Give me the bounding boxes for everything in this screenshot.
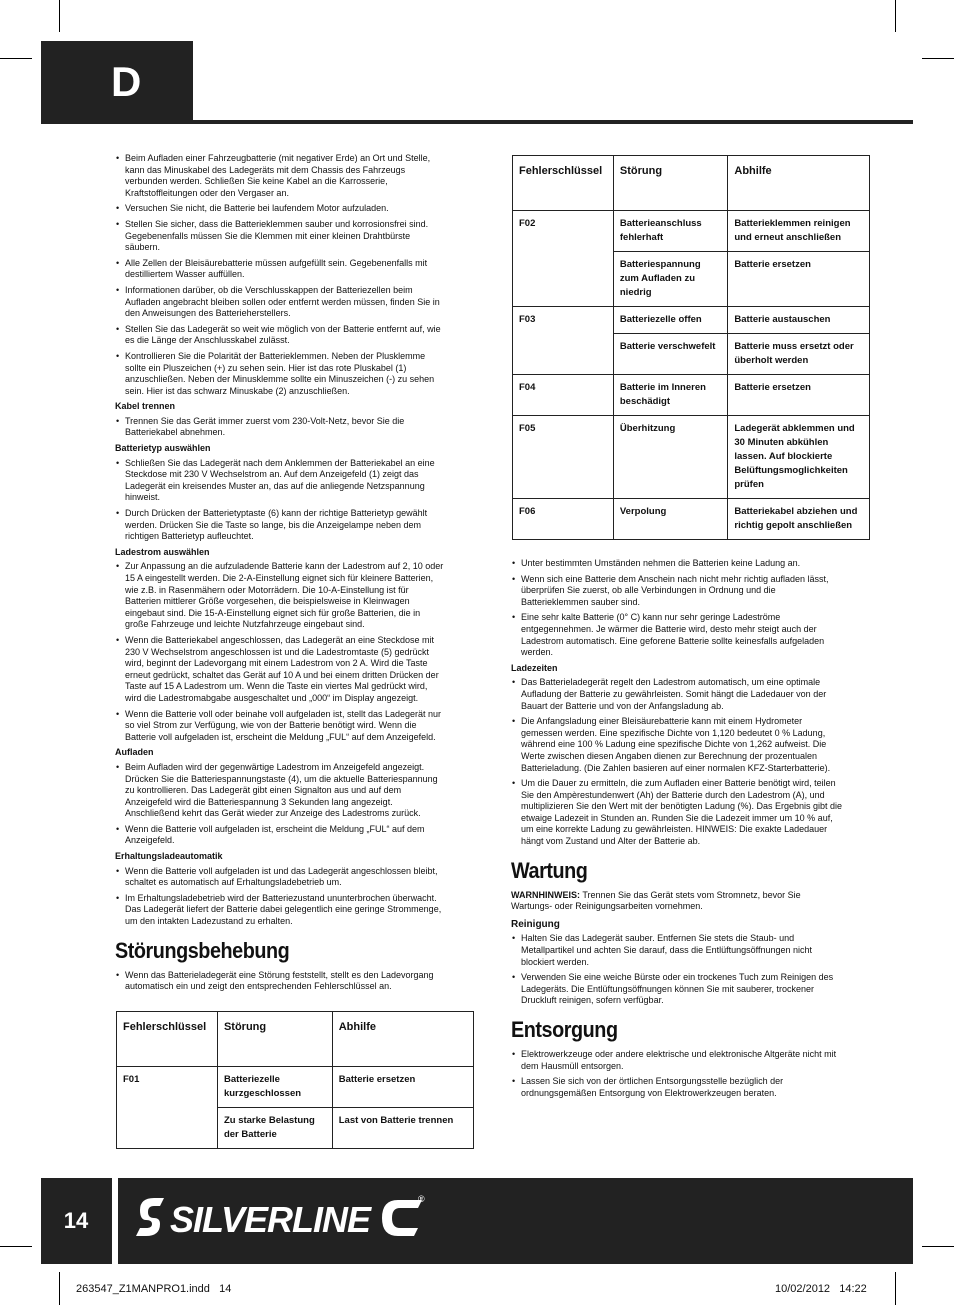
list-item: • Beim Aufladen wird der gegenwärtige Ladestrom im Anzeigefeld angezeigt. Drücken Sie die Batteriespannungstaste (4), um die aktuelle Batteriespannung zu kontrollieren. Das Ladegerät gibt einen Signalton aus und auf dem Anzeigefeld wird die Batteriespannung 3 Sekunden lang angezeigt. Anschließend kehrt das Gerät wieder zur Anzeige des Ladestroms zurück. xyxy=(115,762,445,820)
right-column xyxy=(511,558,843,1103)
fault-cell: Batterie verschwefelt xyxy=(613,334,728,375)
list-item: • Eine sehr kalte Batterie (0° C) kann nur sehr geringe Ladeströme entgegennehmen. Je wärmer die Batterie wird, desto mehr steigt auch der Ladestrom automatisch. Eine geforene Batterie sollte keinesfalls aufgeladen werden. xyxy=(511,612,843,658)
warning-label: WARNHINWEIS: xyxy=(511,889,580,900)
strom-list xyxy=(115,561,445,743)
fix-cell: Batterie ersetzen xyxy=(728,252,870,307)
silverline-logo xyxy=(130,1190,430,1250)
language-tab: D xyxy=(41,41,193,123)
table-row xyxy=(513,307,870,334)
list-item: • Wenn das Batterieladegerät eine Störung feststellt, stellt es den Ladevorgang automatisch ein und zeigt den entsprechenden Fehlerschlüssel an. xyxy=(115,970,445,993)
aufladen-heading: Aufladen xyxy=(115,747,154,758)
erhaltung-heading: Erhaltungsladeautomatik xyxy=(115,851,223,862)
ladezeiten-heading: Ladezeiten xyxy=(511,662,558,673)
list-item: • Informationen darüber, ob die Verschlusskappen der Batteriezellen beim Aufladen angebracht bleiben sollen oder entfernt werden müssen, finden Sie in den Anweisungen des Batterieherstellers. xyxy=(115,285,445,320)
fix-cell: Batteriekabel abziehen und richtig gepolt anschließen xyxy=(728,499,870,540)
list-item: • Wenn die Batterie voll aufgeladen ist und das Ladegerät angeschlossen bleibt, schaltet es automatisch auf Erhaltungsladebetrieb um. xyxy=(115,866,445,889)
warning-note xyxy=(511,890,843,913)
error-code: F02 xyxy=(513,211,614,307)
wartung-heading: Wartung xyxy=(511,857,588,883)
list-item: • Durch Drücken der Batterietyptaste (6) kann der richtige Batterietyp gewählt werden. Drücken Sie die Taste so lange, bis die Anzeigelampe neben dem richtigen Batterietyp aufleuchtet. xyxy=(115,508,445,543)
list-item: • Halten Sie das Ladegerät sauber. Entfernen Sie stets die Staub- und Metallpartikel und achten Sie darauf, dass die Entlüftungsöffnungen nicht blockiert werden. xyxy=(511,933,843,968)
list-item: • Wenn sich eine Batterie dem Anschein nach nicht mehr richtig aufladen lässt, überprüfen Sie zuerst, ob alle Verbindungen in Ordnung und die Batterieklemmen sauber sind. xyxy=(511,574,843,609)
table-row xyxy=(513,375,870,416)
registered-mark: ® xyxy=(418,1194,425,1204)
list-item: • Kontrollieren Sie die Polarität der Batterieklemmen. Neben der Plusklemme sollte ein Pluszeichen (+) zu sehen sein. Hier ist das rote Pluskabel (1) anzuschließen. Neben der Minusklemme sollte ein Minuszeichen (-) zu sehen sein. Hier ist das schwarz Minuskabe (2) anzuschließen. xyxy=(115,351,445,397)
list-item: • Versuchen Sie nicht, die Batterie bei laufendem Motor aufzuladen. xyxy=(115,203,445,215)
crop-mark xyxy=(895,0,896,32)
error-code: F03 xyxy=(513,307,614,375)
fault-cell: Batteriezelle offen xyxy=(613,307,728,334)
fix-cell: Batterieklemmen reinigen und erneut anschließen xyxy=(728,211,870,252)
intro-list xyxy=(115,153,445,397)
col-header: Störung xyxy=(217,1012,332,1067)
kabel-heading: Kabel trennen xyxy=(115,401,176,412)
aufladen-list xyxy=(115,762,445,847)
stoerung-list xyxy=(115,970,445,993)
col-header: Störung xyxy=(613,156,728,211)
list-item: • Verwenden Sie eine weiche Bürste oder ein trockenes Tuch zum Reinigen des Ladegeräts. Die Entlüftungsöffnungen können Sie mit sauberer, trockener Druckluft reinigen, sofern verfügbar. xyxy=(511,972,843,1007)
after-table-list xyxy=(511,558,843,659)
error-code: F01 xyxy=(117,1067,218,1149)
fault-cell: Überhitzung xyxy=(613,416,728,499)
list-item: • Elektrowerkzeuge oder andere elektrische und elektronische Altgeräte nicht mit dem Hausmüll entsorgen. xyxy=(511,1049,843,1072)
strom-heading: Ladestrom auswählen xyxy=(115,546,210,557)
silverline-logo-mark xyxy=(130,1190,430,1250)
date-imprint: 10/02/2012 14:22 xyxy=(775,1283,867,1295)
col-header: Abhilfe xyxy=(728,156,870,211)
table-row xyxy=(513,211,870,252)
crop-mark xyxy=(922,1246,954,1247)
crop-mark xyxy=(895,1272,896,1305)
fix-cell: Batterie muss ersetzt oder überholt werden xyxy=(728,334,870,375)
brand-text: SILVERLINE xyxy=(170,1199,371,1240)
crop-mark xyxy=(59,0,60,32)
error-table-left xyxy=(116,1011,474,1149)
fault-cell: Batterie im Inneren beschädigt xyxy=(613,375,728,416)
reinigung-heading: Reinigung xyxy=(511,918,560,930)
list-item: • Trennen Sie das Gerät immer zuerst vom 230-Volt-Netz, bevor Sie die Batteriekabel abnehmen. xyxy=(115,416,445,439)
list-item: • Wenn die Batteriekabel angeschlossen, das Ladegerät an eine Steckdose mit 230 V Wechselstrom angeschlossen ist und die Ladestromtaste (5) gedrückt wird, beginnt der Ladevorgang mit einem Ladestrom von 2 A. Wird die Taste erneut gedrückt, schaltet das Gerät auf 10 A und bei einem dritten Drücken der Taste auf 15 A Ladestrom um. Wenn die Taste ein viertes Mal gedrückt wird, wird die Ladestromabgabe ausgeschaltet und „000“ im Display angezeigt. xyxy=(115,635,445,705)
error-code: F06 xyxy=(513,499,614,540)
file-imprint: 263547_Z1MANPRO1.indd 14 xyxy=(76,1283,232,1295)
entsorgung-heading: Entsorgung xyxy=(511,1017,618,1042)
list-item: • Schließen Sie das Ladegerät nach dem Anklemmen der Batteriekabel an eine Steckdose mit 230 V Wechselstrom an. Auf dem Anzeigefeld (1) zeigt das Ladegerät ein kreisendes Muster an, das auf die anliegende Netzspannung hinweist. xyxy=(115,458,445,504)
fix-cell: Batterie ersetzen xyxy=(728,375,870,416)
list-item: • Um die Dauer zu ermitteln, die zum Aufladen einer Batterie benötigt wird, teilen Sie den Ampèrestundenwert (Ah) der Batterie durch den Ladestrom (A), und multiplizieren Sie den Wert mit der benötigten Ladung (%). Das Ergebnis gibt die etwaige Ladezeit in Stunden an. Runden Sie die Ladezeit immer um 10 % auf, um eine korrekte Ladung zu gewährleisten. HINWEIS: Die exakte Ladedauer hängt vom Zustand und Alter der Batterie ab. xyxy=(511,778,843,848)
fix-cell: Last von Batterie trennen xyxy=(332,1108,473,1149)
fault-cell: Zu starke Belastung der Batterie xyxy=(217,1108,332,1149)
list-item: • Unter bestimmten Umständen nehmen die Batterien keine Ladung an. xyxy=(511,558,843,570)
kabel-list xyxy=(115,416,445,439)
list-item: • Alle Zellen der Bleisäurebatterie müssen aufgefüllt sein. Gegebenenfalls mit destilliertem Wasser auffüllen. xyxy=(115,258,445,281)
list-item: • Das Batterieladegerät regelt den Ladestrom automatisch, um eine optimale Aufladung der Batterie zu gewährleisten. Somit hängt die Ladedauer von der Bauart der Batterie und von der Anfangsladung ab. xyxy=(511,677,843,712)
header-rule xyxy=(41,120,913,124)
crop-mark xyxy=(59,1272,60,1305)
list-item: • Wenn die Batterie voll oder beinahe voll aufgeladen ist, stellt das Ladegerät nur so viel Strom zur Verfügung, wie von der Batterie benötigt wird. Wenn die Batterie voll aufgeladen ist, erscheint die Meldung „FUL“ auf dem Anzeigefeld. xyxy=(115,709,445,744)
col-header: Fehlerschlüssel xyxy=(513,156,614,211)
typ-heading: Batterietyp auswählen xyxy=(115,443,211,454)
ladezeiten-list xyxy=(511,677,843,847)
list-item: • Die Anfangsladung einer Bleisäurebatterie kann mit einem Hydrometer gemessen werden. Eine spezifische Dichte von 1,120 bedeutet 0 % Ladung, während eine 100 % Ladung eine spezifische Dichte von 1,262 aufweist. Die Werte zwischen diesen Angaben dienen zur Berechnung der prozentualen Batterieladung. (Die Zahlen basieren auf einer normalen KFZ-Starterbatterie). xyxy=(511,716,843,774)
list-item: • Stellen Sie das Ladegerät so weit wie möglich von der Batterie entfernt auf, wie es die Länge der Anschlusskabel zulässt. xyxy=(115,324,445,347)
list-item: • Stellen Sie sicher, dass die Batterieklemmen sauber und korrosionsfrei sind. Gegebenenfalls müssen Sie die Klemmen mit einer kleinen Drahtbürste säubern. xyxy=(115,219,445,254)
fix-cell: Ladegerät abklemmen und 30 Minuten abkühlen lassen. Auf blockierte Belüftungsmoglichkeiten prüfen xyxy=(728,416,870,499)
crop-mark xyxy=(0,58,32,59)
erhaltung-list xyxy=(115,866,445,928)
fault-cell: Batteriezelle kurzgeschlossen xyxy=(217,1067,332,1108)
footer-separator xyxy=(112,1178,118,1264)
fault-cell: Batteriespannung zum Aufladen zu niedrig xyxy=(613,252,728,307)
fix-cell: Batterie austauschen xyxy=(728,307,870,334)
typ-list xyxy=(115,458,445,543)
warning-text: Trennen Sie das Gerät stets vom Stromnetz, bevor Sie Wartungs- oder Reinigungsarbeiten vornehmen. xyxy=(511,889,801,912)
col-header: Abhilfe xyxy=(332,1012,473,1067)
col-header: Fehlerschlüssel xyxy=(117,1012,218,1067)
fix-cell: Batterie ersetzen xyxy=(332,1067,473,1108)
table-row xyxy=(513,499,870,540)
stoerung-heading: Störungsbehebung xyxy=(115,937,290,963)
reinigung-list xyxy=(511,933,843,1007)
crop-mark xyxy=(922,58,954,59)
error-table-right xyxy=(512,155,870,540)
list-item: • Wenn die Batterie voll aufgeladen ist, erscheint die Meldung „FUL“ auf dem Anzeigefeld. xyxy=(115,824,445,847)
fault-cell: Verpolung xyxy=(613,499,728,540)
entsorgung-list xyxy=(511,1049,843,1099)
error-code: F04 xyxy=(513,375,614,416)
list-item: • Zur Anpassung an die aufzuladende Batterie kann der Ladestrom auf 2, 10 oder 15 A eingestellt werden. Die 2-A-Einstellung eignet sich für kleinere Batterien, wie z.B. in Rasenmähern oder Motorrädern. Die 10-A-Einstellung ist für Batterien mittlerer Größe vorgesehen, die beispielsweise in Kleinwagen eingebaut sind. Die 15-A-Einstellung eignet sich für große Batterien, die in große Fahrzeuge und leichte Nutzfahrzeuge eingebaut sind. xyxy=(115,561,445,631)
fault-cell: Batterieanschluss fehlerhaft xyxy=(613,211,728,252)
table-row xyxy=(513,416,870,499)
error-code: F05 xyxy=(513,416,614,499)
list-item: • Beim Aufladen einer Fahrzeugbatterie (mit negativer Erde) an Ort und Stelle, kann das Minuskabel des Ladegeräts mit dem Chassis des Fahrzeugs verbunden werden. Schließen Sie keine Kabel an die Karrosserie, Kraftstoffleitungen oder den Vergaser an. xyxy=(115,153,445,199)
list-item: • Lassen Sie sich von der örtlichen Entsorgungsstelle bezüglich der ordnungsgemäßen Entsorgung von Elektrowerkzeugen beraten. xyxy=(511,1076,843,1099)
table-row xyxy=(117,1067,474,1108)
page-number: 14 xyxy=(63,1208,89,1233)
crop-mark xyxy=(0,1246,32,1247)
list-item: • Im Erhaltungsladebetrieb wird der Batteriezustand ununterbrochen überwacht. Das Ladegerät liefert der Batterie dabei gelegentlich eine geringe Strommenge, um den intakten Ladezustand zu erhalten. xyxy=(115,893,445,928)
left-column xyxy=(115,153,445,997)
